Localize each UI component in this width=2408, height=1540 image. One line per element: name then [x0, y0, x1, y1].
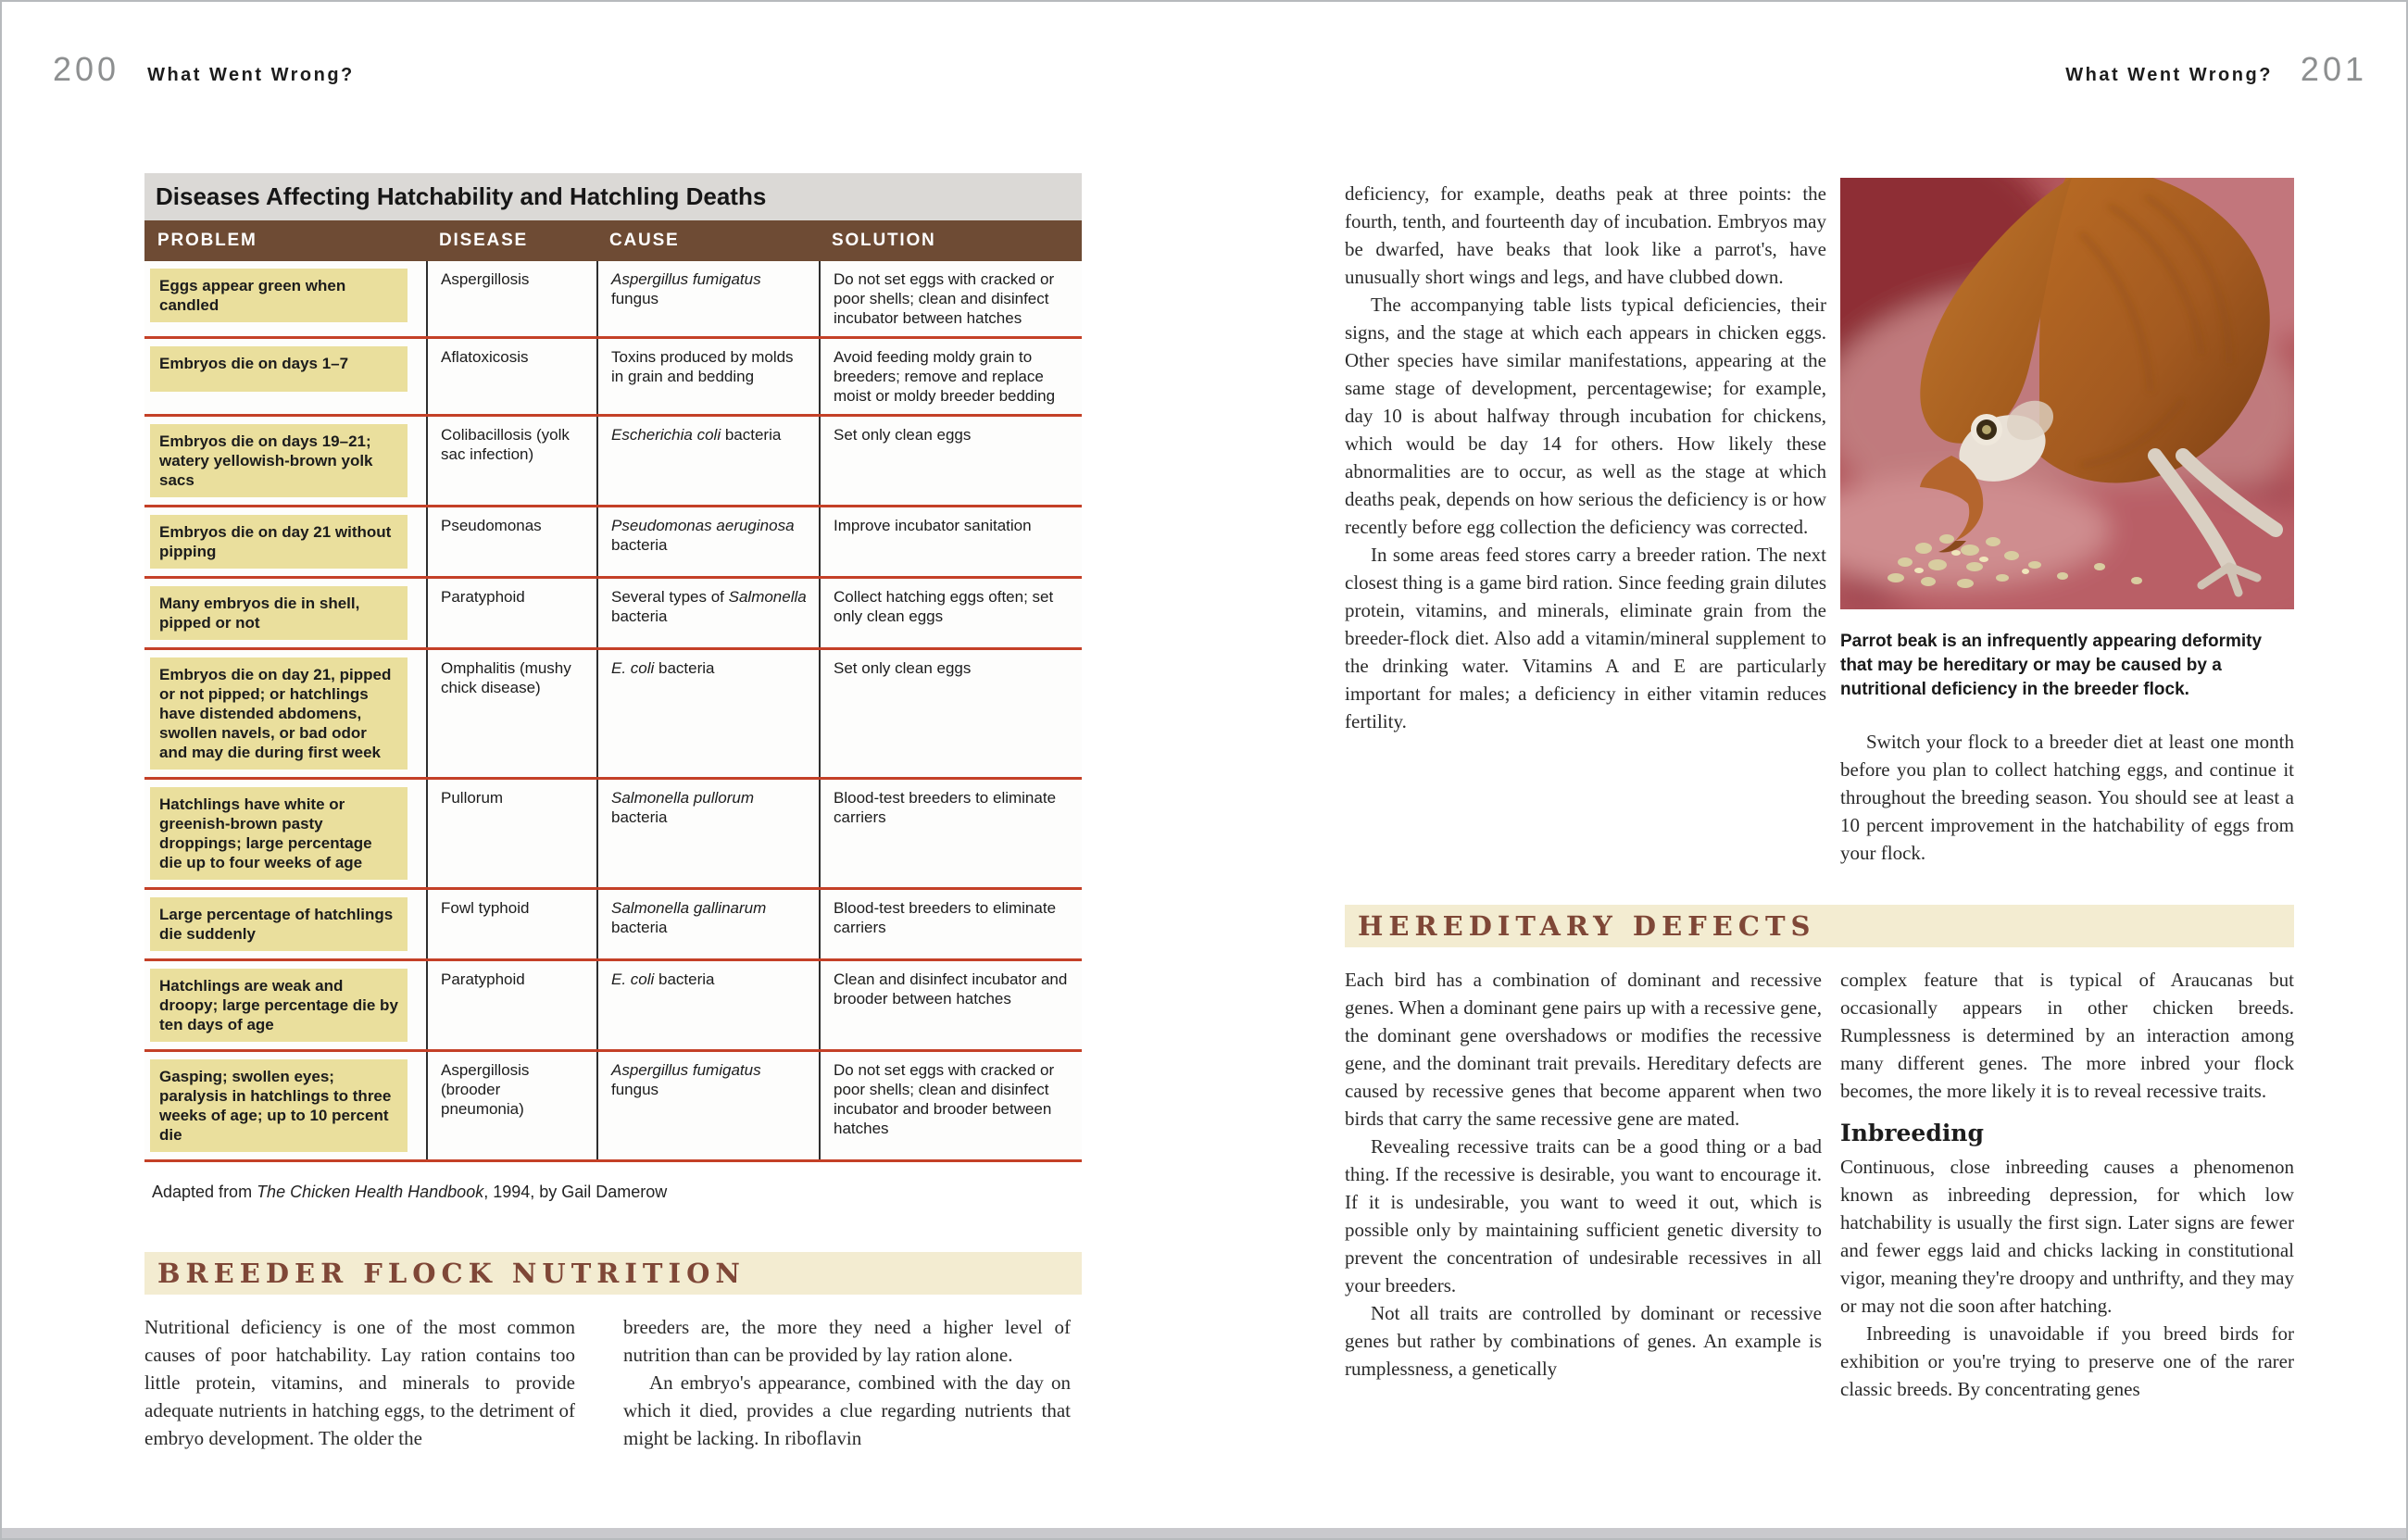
problem-cell — [144, 650, 426, 777]
solution-cell: Set only clean eggs — [819, 650, 1082, 777]
nutrition-column-1 — [144, 1313, 575, 1452]
table-header-row — [144, 220, 1082, 261]
problem-cell — [144, 417, 426, 505]
paragraph: An embryo's appearance, combined with the day on which it died, provides a clue regarding nutrients that might be lacking. In riboflavin — [623, 1371, 1071, 1449]
photo-block — [1840, 178, 2294, 867]
col-header-solution: SOLUTION — [832, 231, 936, 250]
table-row — [144, 650, 1082, 780]
disease-cell: Pullorum — [426, 780, 596, 887]
cause-cell — [596, 579, 819, 647]
table-footnote — [144, 1183, 1082, 1202]
photo-caption: Parrot beak is an infrequently appearing deformity that may be hereditary or may be caused by a nutritional deficiency in the breeder flock. — [1840, 632, 2263, 699]
cause-text-post: fungus — [611, 1081, 659, 1098]
problem-text: Hatchlings are weak and droopy; large percentage die by ten days of age — [150, 969, 408, 1042]
cause-cell — [596, 507, 819, 576]
cause-text-post: bacteria — [611, 919, 668, 936]
table-title: Diseases Affecting Hatchability and Hatchling Deaths — [144, 173, 1082, 220]
nutrition-columns — [144, 1313, 1082, 1452]
running-head-title-right: What Went Wrong? — [2065, 65, 2273, 85]
disease-cell: Pseudomonas — [426, 507, 596, 576]
problem-cell — [144, 1052, 426, 1159]
cause-species-italic: Salmonella gallinarum — [611, 899, 767, 917]
running-head-right — [2065, 50, 2367, 89]
cause-species-italic: Aspergillus fumigatus — [611, 1061, 761, 1079]
paragraph: Nutritional deficiency is one of the most common causes of poor hatchability. Lay ration contains too little protein, vitamins, and minerals to provide adequate nutrients in hatching eggs, to the detriment of embryo development. The older the — [144, 1316, 575, 1449]
footnote-book-title: The Chicken Health Handbook — [257, 1183, 484, 1201]
chicken-photo-illustration — [1840, 178, 2294, 609]
solution-cell: Collect hatching eggs often; set only clean eggs — [819, 579, 1082, 647]
table-row — [144, 417, 1082, 507]
paragraph: Not all traits are controlled by dominant or recessive genes but rather by combinations of genes. An example is rumplessness, a genetically — [1345, 1302, 1822, 1380]
problem-cell — [144, 961, 426, 1049]
paragraph: deficiency, for example, deaths peak at three points: the fourth, tenth, and fourteenth day of incubation. Embryos may be dwarfed, have beaks that look like a parrot's, have unusually short wings and legs, and have clubbed down. — [1345, 182, 1826, 288]
table-row — [144, 780, 1082, 890]
cause-text-post: bacteria — [611, 607, 668, 625]
cause-cell — [596, 339, 819, 414]
section-heading-breeder-flock-nutrition: BREEDER FLOCK NUTRITION — [144, 1252, 1082, 1295]
running-head-title-left: What Went Wrong? — [147, 65, 355, 85]
section-heading-hereditary-defects: HEREDITARY DEFECTS — [1345, 905, 2294, 947]
solution-cell: Blood-test breeders to eliminate carriers — [819, 780, 1082, 887]
problem-text: Embryos die on days 1–7 — [150, 346, 408, 392]
solution-cell: Set only clean eggs — [819, 417, 1082, 505]
table-row — [144, 339, 1082, 417]
disease-cell: Paratyphoid — [426, 961, 596, 1049]
problem-text: Hatchlings have white or greenish-brown pasty droppings; large percentage die up to four weeks of age — [150, 787, 408, 880]
table-row — [144, 261, 1082, 339]
disease-table — [144, 173, 1082, 1162]
cause-text-post: bacteria — [721, 426, 782, 444]
hereditary-column-1 — [1345, 966, 1822, 1403]
cause-species-italic: Aspergillus fumigatus — [611, 270, 761, 288]
cause-cell — [596, 261, 819, 336]
disease-cell: Aflatoxicosis — [426, 339, 596, 414]
cause-species-italic: Escherichia coli — [611, 426, 721, 444]
paragraph: complex feature that is typical of Araucanas but occasionally appears in other chicken breeds. Rumplessness is determined by an interaction among many different genes. The more inbred your flock becomes, the more likely it is to reveal recessive traits. — [1840, 969, 2294, 1102]
problem-cell — [144, 261, 426, 336]
cause-text-pre: Several types of — [611, 588, 729, 606]
page-number-left: 200 — [53, 50, 120, 88]
cause-cell — [596, 961, 819, 1049]
disease-cell: Paratyphoid — [426, 579, 596, 647]
disease-cell: Fowl typhoid — [426, 890, 596, 958]
running-head-left — [53, 50, 355, 89]
hereditary-columns — [1345, 966, 2294, 1403]
problem-text: Many embryos die in shell, pipped or not — [150, 586, 408, 640]
disease-cell: Aspergillosis — [426, 261, 596, 336]
problem-text: Embryos die on days 19–21; watery yellowish-brown yolk sacs — [150, 424, 408, 497]
col-header-problem: PROBLEM — [157, 231, 257, 250]
col-header-cause: CAUSE — [609, 231, 680, 250]
problem-text: Embryos die on day 21 without pipping — [150, 515, 408, 569]
disease-cell: Omphalitis (mushy chick disease) — [426, 650, 596, 777]
cause-text-post: bacteria — [654, 659, 715, 677]
left-page — [144, 173, 1082, 1452]
solution-cell: Do not set eggs with cracked or poor shells; clean and disinfect incubator and brooder between hatches — [819, 1052, 1082, 1159]
paragraph: The accompanying table lists typical deficiencies, their signs, and the stage at which each appears in chicken eggs. Other species have similar manifestations, appearing at the same stage of development, percentagewise; for example, day 10 is about halfway through incubation for chickens, which would be day 14 for others. How likely these abnormalities are to occur, as well as the stage at which deaths peak, depends on how serious the deficiency is or how recently before egg collection the deficiency was corrected. — [1345, 294, 1826, 538]
footnote-text-post: , 1994, by Gail Damerow — [483, 1183, 668, 1201]
problem-text: Eggs appear green when candled — [150, 269, 408, 322]
table-row — [144, 579, 1082, 650]
cause-cell — [596, 780, 819, 887]
table-row — [144, 890, 1082, 961]
cause-cell — [596, 417, 819, 505]
page-bottom-edge — [2, 1528, 2406, 1538]
subhead-inbreeding: Inbreeding — [1840, 1120, 1984, 1146]
solution-cell: Clean and disinfect incubator and brooder between hatches — [819, 961, 1082, 1049]
cause-species-italic: Salmonella — [728, 588, 807, 606]
hereditary-defects-section — [1345, 905, 2294, 1403]
problem-cell — [144, 780, 426, 887]
col-header-disease: DISEASE — [439, 231, 529, 250]
cause-cell — [596, 650, 819, 777]
problem-text: Gasping; swollen eyes; paralysis in hatchlings to three weeks of age; up to 10 percent die — [150, 1059, 408, 1152]
disease-cell: Colibacillosis (yolk sac infection) — [426, 417, 596, 505]
cause-text-post: fungus — [611, 290, 659, 307]
problem-cell — [144, 890, 426, 958]
problem-text: Large percentage of hatchlings die suddenly — [150, 897, 408, 951]
cause-text-post: bacteria — [654, 970, 715, 988]
table-body — [144, 261, 1082, 1162]
table-row — [144, 507, 1082, 579]
problem-text: Embryos die on day 21, pipped or not pipped; or hatchlings have distended abdomens, swollen navels, or bad odor and may die during first week — [150, 657, 408, 770]
disease-cell: Aspergillosis (brooder pneumonia) — [426, 1052, 596, 1159]
cause-text-post: bacteria — [611, 536, 668, 554]
cause-species-italic: E. coli — [611, 659, 655, 677]
cause-text-post: bacteria — [611, 808, 668, 826]
paragraph: Revealing recessive traits can be a good thing or a bad thing. If the recessive is desirable, you want to encourage it. If it is undesirable, you want to weed it out, which is possible only by maintaining sufficient genetic diversity to prevent the concentration of undesirable recessives in all your breeders. — [1345, 1135, 1822, 1296]
problem-cell — [144, 507, 426, 576]
cause-cell — [596, 1052, 819, 1159]
hereditary-column-2 — [1840, 966, 2294, 1403]
paragraph: In some areas feed stores carry a breeder ration. The next closest thing is a game bird ration. Since feeding grain dilutes protein, vitamins, and minerals, eliminate grain from the breeder-flock diet. Also add a vitamin/mineral supplement to the drinking water. Vitamins A and E are particularly important for males; a deficiency in either vitamin reduces fertility. — [1345, 544, 1826, 732]
paragraph: Inbreeding is unavoidable if you breed birds for exhibition or you're trying to preserve one of the rarer classic breeds. By concentrating genes — [1840, 1322, 2294, 1400]
cause-text-pre: Toxins produced by molds in grain and bedding — [611, 348, 794, 385]
right-page-column-1 — [1345, 180, 1826, 735]
solution-cell: Blood-test breeders to eliminate carriers — [819, 890, 1082, 958]
nutrition-column-2 — [623, 1313, 1071, 1452]
chicken-photo — [1840, 178, 2294, 609]
paragraph: Switch your flock to a breeder diet at least one month before you plan to collect hatching eggs, and continue it throughout the breeding season. You should see at least a 10 percent improvement in the hatchability of eggs from your flock. — [1840, 731, 2294, 864]
problem-cell — [144, 339, 426, 414]
cause-species-italic: Salmonella pullorum — [611, 789, 755, 807]
page-number-right: 201 — [2300, 50, 2367, 88]
table-row — [144, 961, 1082, 1052]
solution-cell: Avoid feeding moldy grain to breeders; remove and replace moist or moldy breeder bedding — [819, 339, 1082, 414]
cause-cell — [596, 890, 819, 958]
paragraph: Continuous, close inbreeding causes a phenomenon known as inbreeding depression, for which low hatchability is usually the first sign. Later signs are fewer and fewer eggs laid and chicks lacking in constitutional vigor, meaning they're droopy and unthrifty, and they may or may not die soon after hatching. — [1840, 1156, 2294, 1317]
problem-cell — [144, 579, 426, 647]
footnote-text-pre: Adapted from — [152, 1183, 257, 1201]
paragraph: breeders are, the more they need a higher level of nutrition than can be provided by lay ration alone. — [623, 1316, 1071, 1366]
solution-cell: Improve incubator sanitation — [819, 507, 1082, 576]
solution-cell: Do not set eggs with cracked or poor shells; clean and disinfect incubator between hatches — [819, 261, 1082, 336]
paragraph: Each bird has a combination of dominant and recessive genes. When a dominant gene pairs up with a recessive gene, the dominant gene overshadows or modifies the recessive gene, and the dominant trait prevails. Hereditary defects are caused by recessive genes that become apparent when two birds that carry the same recessive gene are mated. — [1345, 969, 1822, 1130]
cause-species-italic: E. coli — [611, 970, 655, 988]
table-row — [144, 1052, 1082, 1162]
cause-species-italic: Pseudomonas aeruginosa — [611, 517, 795, 534]
